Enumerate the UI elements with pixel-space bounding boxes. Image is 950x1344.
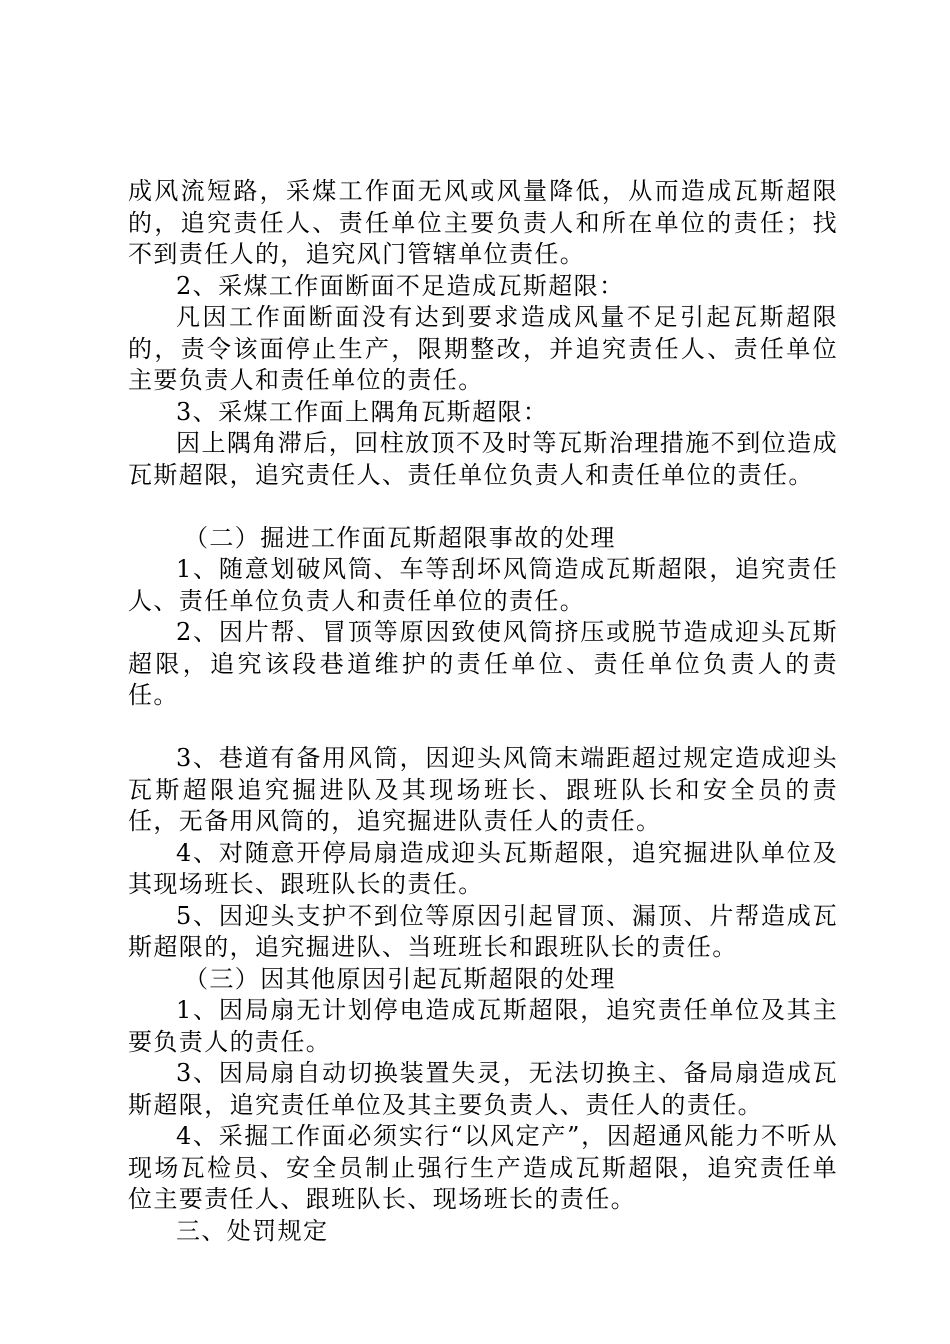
paragraph-8: 2、因片帮、冒顶等原因致使风筒挤压或脱节造成迎头瓦斯超限，追究该段巷道维护的责任单位、责任单位负责人的责任。 bbox=[128, 618, 838, 709]
document-body bbox=[128, 176, 838, 1247]
paragraph-7: 1、随意划破风筒、车等刮坏风筒造成瓦斯超限，追究责任人、责任单位负责人和责任单位的责任。 bbox=[128, 555, 838, 615]
paragraph-11: 5、因迎头支护不到位等原因引起冒顶、漏顶、片帮造成瓦斯超限的，追究掘进队、当班班长和跟班队长的责任。 bbox=[128, 901, 838, 961]
paragraph-2-heading: 2、采煤工作面断面不足造成瓦斯超限： bbox=[176, 271, 625, 300]
paragraph-3: 凡因工作面断面没有达到要求造成风量不足引起瓦斯超限的，责令该面停止生产，限期整改，并追究责任人、责任单位主要负责人和责任单位的责任。 bbox=[128, 303, 838, 394]
paragraph-14: 3、因局扇自动切换装置失灵，无法切换主、备局扇造成瓦斯超限，追究责任单位及其主要负责人、责任人的责任。 bbox=[128, 1059, 838, 1119]
paragraph-1: 成风流短路，采煤工作面无风或风量降低，从而造成瓦斯超限的，追究责任人、责任单位主要负责人和所在单位的责任；找不到责任人的，追究风门管辖单位责任。 bbox=[128, 177, 838, 268]
paragraph-10: 4、对随意开停局扇造成迎头瓦斯超限，追究掘进队单位及其现场班长、跟班队长的责任。 bbox=[128, 838, 838, 898]
paragraph-5: 因上隅角滞后，回柱放顶不及时等瓦斯治理措施不到位造成瓦斯超限，追究责任人、责任单位负责人和责任单位的责任。 bbox=[128, 429, 838, 489]
section-heading-penalties: 三、处罚规定 bbox=[176, 1216, 329, 1245]
paragraph-9: 3、巷道有备用风筒，因迎头风筒末端距超过规定造成迎头瓦斯超限追究掘进队及其现场班长、跟班队长和安全员的责任，无备用风筒的，追究掘进队责任人的责任。 bbox=[128, 744, 838, 835]
paragraph-15: 4、采掘工作面必须实行“以风定产”，因超通风能力不听从现场瓦检员、安全员制止强行生产造成瓦斯超限，追究责任单位主要责任人、跟班队长、现场班长的责任。 bbox=[128, 1122, 838, 1213]
paragraph-13: 1、因局扇无计划停电造成瓦斯超限，追究责任单位及其主要负责人的责任。 bbox=[128, 996, 838, 1056]
paragraph-4-heading: 3、采煤工作面上隅角瓦斯超限： bbox=[176, 397, 549, 426]
section-heading-2: （二）掘进工作面瓦斯超限事故的处理 bbox=[184, 523, 616, 552]
section-heading-3: （三）因其他原因引起瓦斯超限的处理 bbox=[184, 964, 616, 993]
